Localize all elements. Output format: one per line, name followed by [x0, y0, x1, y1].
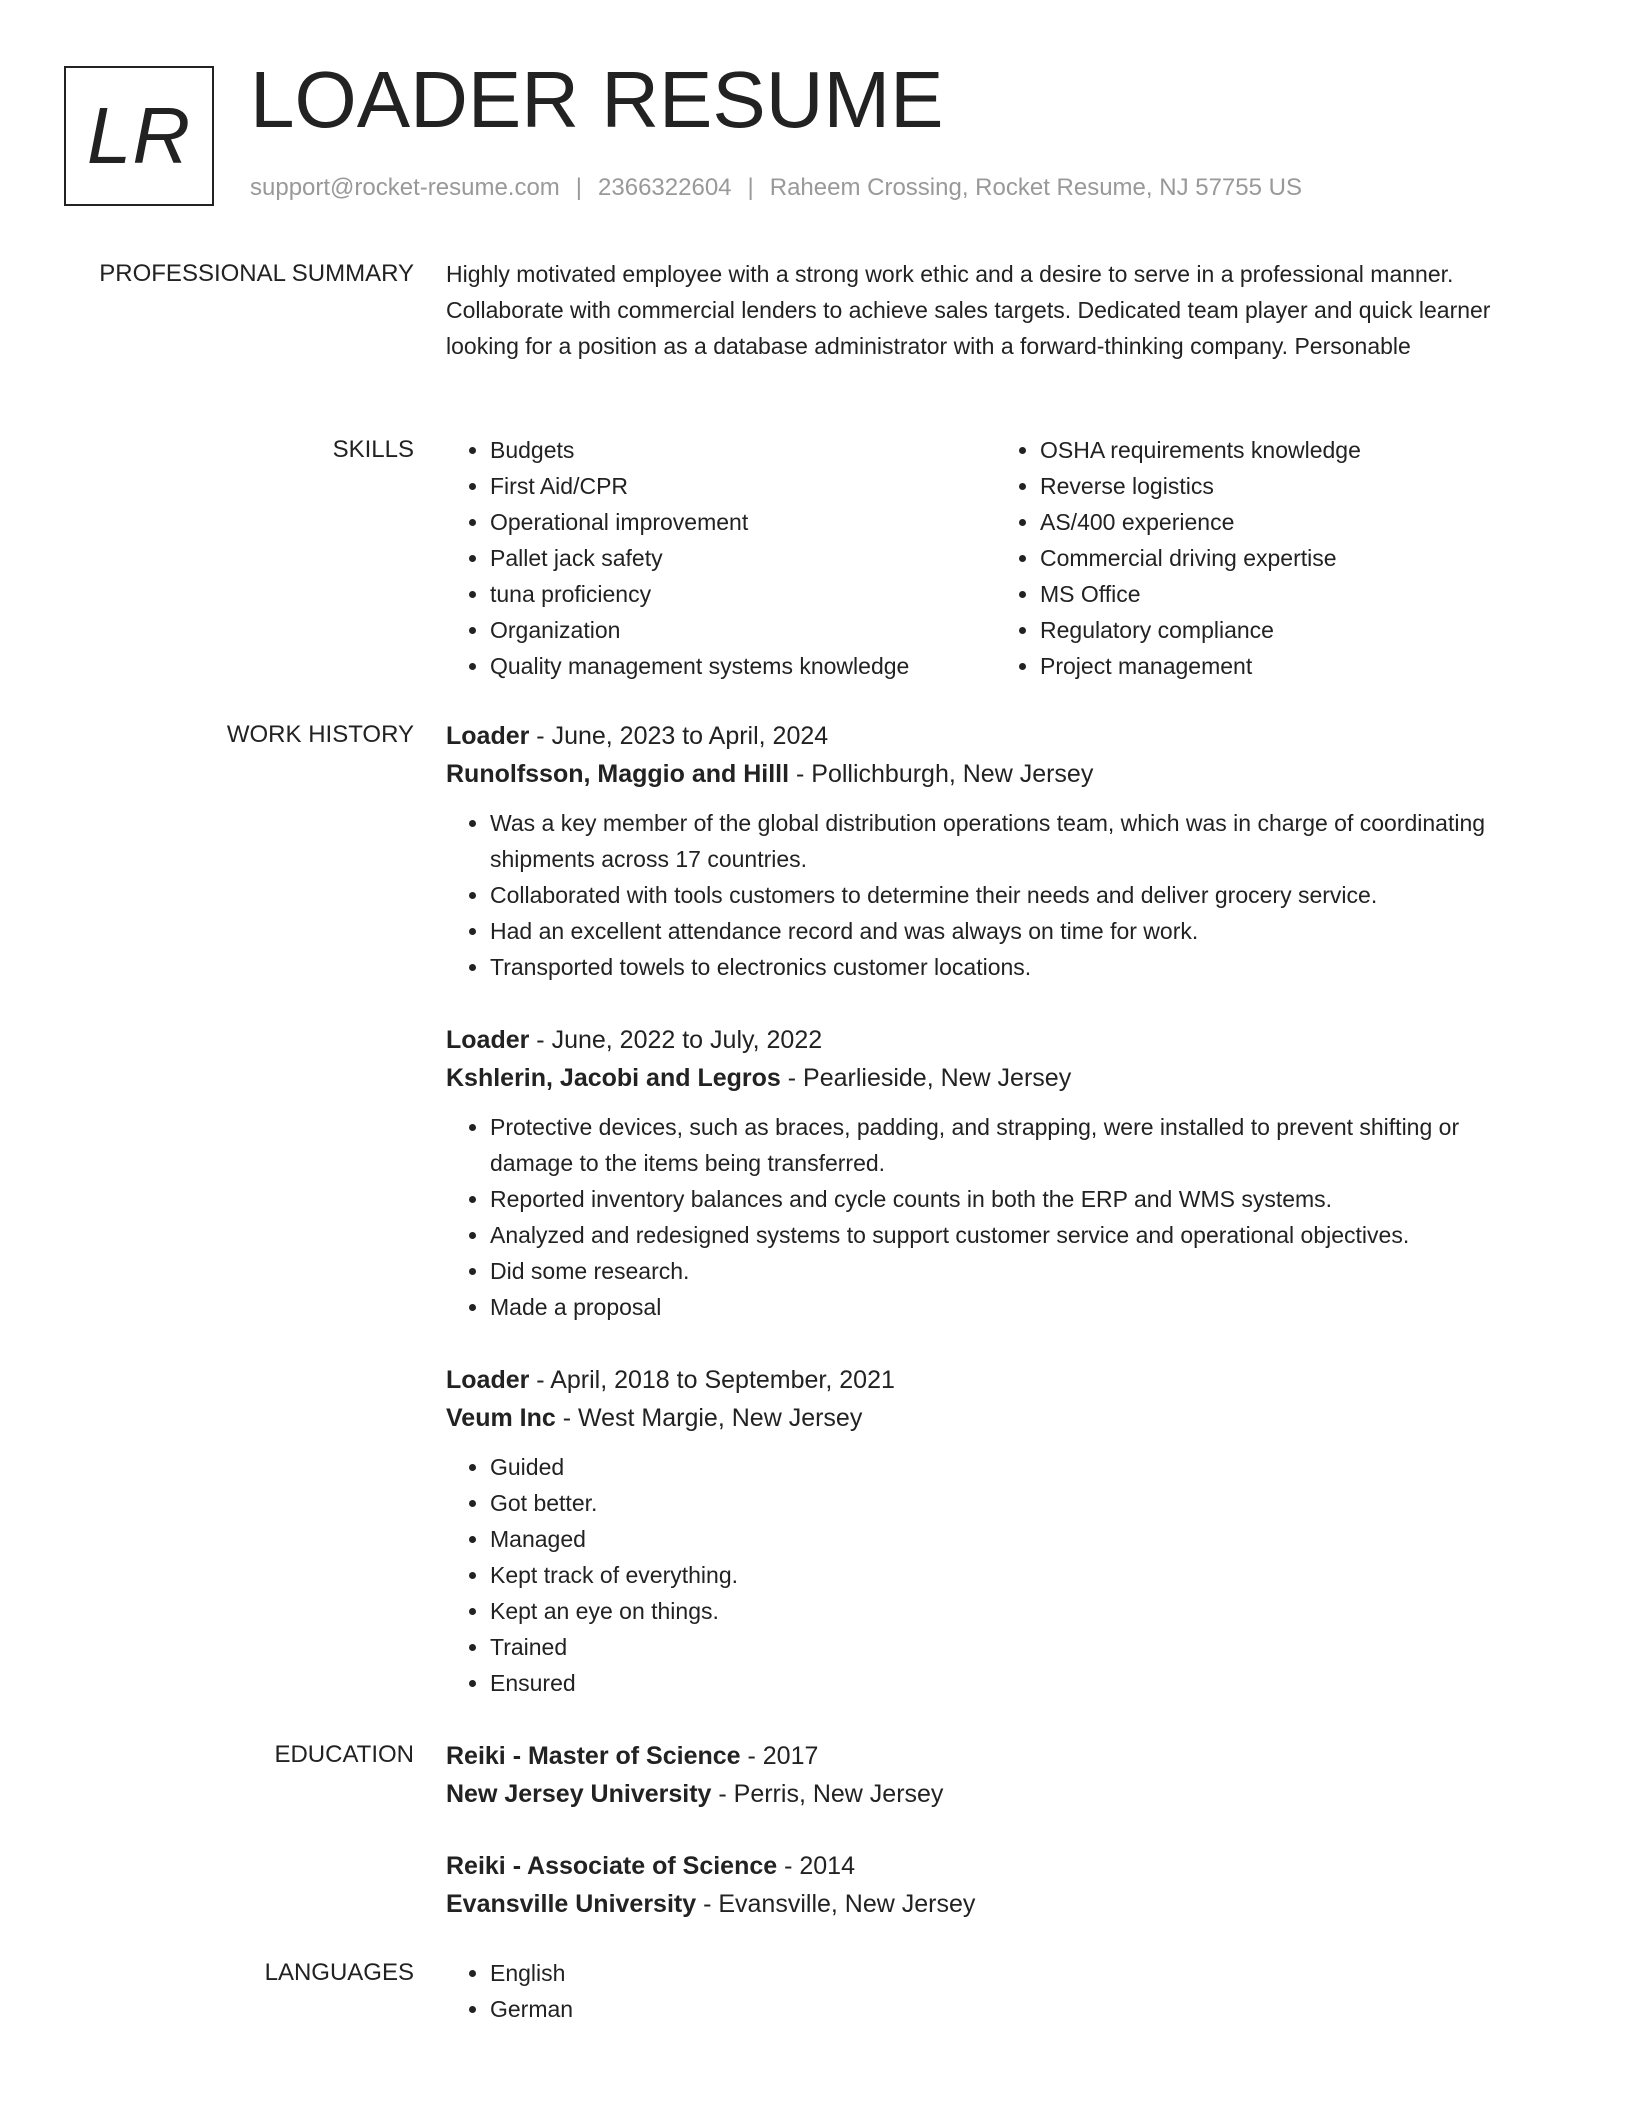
job-location: - West Margie, New Jersey — [555, 1404, 863, 1432]
job-title-line — [446, 1021, 1546, 1059]
resume-title: LOADER RESUME — [250, 55, 944, 144]
education-entry — [446, 1847, 1546, 1923]
job-title-line — [446, 1361, 1546, 1399]
job-title: Loader — [446, 722, 530, 750]
job-company: Runolfsson, Maggio and Hilll — [446, 760, 790, 788]
monogram-box — [64, 66, 214, 206]
language-item: • English — [490, 1955, 1546, 1991]
job-bullet: • Transported towels to electronics customer locations. — [490, 949, 1546, 985]
education-school: Evansville University — [446, 1890, 697, 1918]
job-bullet: • Collaborated with tools customers to determine their needs and deliver grocery service. — [490, 877, 1546, 913]
education-label: EDUCATION — [274, 1741, 414, 1768]
skill-item: • AS/400 experience — [1040, 504, 1546, 540]
skills-content — [446, 432, 1546, 684]
education-degree: Reiki - Master of Science — [446, 1742, 741, 1770]
skills-label: SKILLS — [332, 436, 414, 463]
summary-content — [446, 256, 1546, 364]
contact-phone[interactable]: 2366322604 — [598, 174, 732, 201]
job-bullet: • Made a proposal — [490, 1289, 1546, 1325]
education-school: New Jersey University — [446, 1780, 712, 1808]
skill-item: • Commercial driving expertise — [1040, 540, 1546, 576]
job-company-line — [446, 755, 1546, 793]
education-location: - Evansville, New Jersey — [696, 1890, 976, 1918]
education-degree-line — [446, 1847, 1546, 1885]
contact-address: Raheem Crossing, Rocket Resume, NJ 57755 US — [769, 174, 1302, 201]
summary-text: Highly motivated employee with a strong work ethic and a desire to serve in a professional manner. Collaborate with commercial lenders to achieve sales targets. Dedicated team player and quick learner looking for a position as a database administrator with a forward-thinking company. Personable — [446, 261, 1491, 359]
contact-line — [250, 174, 1302, 202]
job-company-line — [446, 1399, 1546, 1437]
job-bullet: • Reported inventory balances and cycle counts in both the ERP and WMS systems. — [490, 1181, 1546, 1217]
summary-label: PROFESSIONAL SUMMARY — [99, 260, 414, 287]
job-bullet: • Guided — [490, 1449, 1546, 1485]
contact-separator: | — [575, 174, 583, 201]
job-bullet: • Was a key member of the global distribution operations team, which was in charge of coordinating shipments across 17 countries. — [490, 805, 1546, 877]
job-title-line — [446, 717, 1546, 755]
skill-item: • First Aid/CPR — [490, 468, 996, 504]
education-degree: Reiki - Associate of Science — [446, 1852, 778, 1880]
job-entry — [446, 717, 1546, 985]
skill-item: • Budgets — [490, 432, 996, 468]
education-degree-line — [446, 1737, 1546, 1775]
contact-separator: | — [747, 174, 754, 201]
education-year: - 2014 — [777, 1852, 855, 1880]
job-bullet: • Analyzed and redesigned systems to support customer service and operational objectives. — [490, 1217, 1546, 1253]
skill-item: • Quality management systems knowledge — [490, 648, 996, 684]
languages-label: LANGUAGES — [264, 1959, 414, 1986]
monogram-initials: LR — [86, 91, 192, 180]
skill-item: • Regulatory compliance — [1040, 612, 1546, 648]
languages-content — [446, 1955, 1546, 2027]
work-label: WORK HISTORY — [226, 721, 414, 748]
skills-list-left — [446, 432, 996, 684]
contact-email[interactable]: support@rocket-resume.com — [250, 174, 560, 201]
skill-item: • OSHA requirements knowledge — [1040, 432, 1546, 468]
job-bullet: • Ensured — [490, 1665, 1546, 1701]
education-entry — [446, 1737, 1546, 1813]
job-bullets — [446, 805, 1546, 985]
job-bullet: • Had an excellent attendance record and was always on time for work. — [490, 913, 1546, 949]
job-bullets — [446, 1109, 1546, 1325]
job-title: Loader — [446, 1026, 530, 1054]
skill-item: • Organization — [490, 612, 996, 648]
skill-item: • Operational improvement — [490, 504, 996, 540]
skill-item: • Pallet jack safety — [490, 540, 996, 576]
job-entry — [446, 1361, 1546, 1701]
job-bullets — [446, 1449, 1546, 1701]
job-company: Kshlerin, Jacobi and Legros — [446, 1064, 781, 1092]
job-bullet: • Kept an eye on things. — [490, 1593, 1546, 1629]
language-item: • German — [490, 1991, 1546, 2027]
job-company: Veum Inc — [446, 1404, 556, 1432]
job-title: Loader — [446, 1366, 530, 1394]
languages-list — [446, 1955, 1546, 2027]
job-company-line — [446, 1059, 1546, 1097]
job-bullet: • Trained — [490, 1629, 1546, 1665]
skill-item: • Reverse logistics — [1040, 468, 1546, 504]
work-content — [446, 717, 1546, 1737]
job-location: - Pearlieside, New Jersey — [780, 1064, 1072, 1092]
job-bullet: • Got better. — [490, 1485, 1546, 1521]
education-content — [446, 1737, 1546, 1957]
skills-list-right — [996, 432, 1546, 684]
skill-item: • Project management — [1040, 648, 1546, 684]
skill-item: • tuna proficiency — [490, 576, 996, 612]
job-dates: - June, 2022 to July, 2022 — [529, 1026, 823, 1054]
job-dates: - June, 2023 to April, 2024 — [529, 722, 829, 750]
job-entry — [446, 1021, 1546, 1325]
skill-item: • MS Office — [1040, 576, 1546, 612]
job-bullet: • Protective devices, such as braces, padding, and strapping, were installed to prevent shifting or damage to the items being transferred. — [490, 1109, 1546, 1181]
job-dates: - April, 2018 to September, 2021 — [529, 1366, 895, 1394]
education-year: - 2017 — [740, 1742, 819, 1770]
job-bullet: • Kept track of everything. — [490, 1557, 1546, 1593]
education-school-line — [446, 1775, 1546, 1813]
job-bullet: • Managed — [490, 1521, 1546, 1557]
education-school-line — [446, 1885, 1546, 1923]
job-bullet: • Did some research. — [490, 1253, 1546, 1289]
job-location: - Pollichburgh, New Jersey — [789, 760, 1094, 788]
education-location: - Perris, New Jersey — [711, 1780, 944, 1808]
